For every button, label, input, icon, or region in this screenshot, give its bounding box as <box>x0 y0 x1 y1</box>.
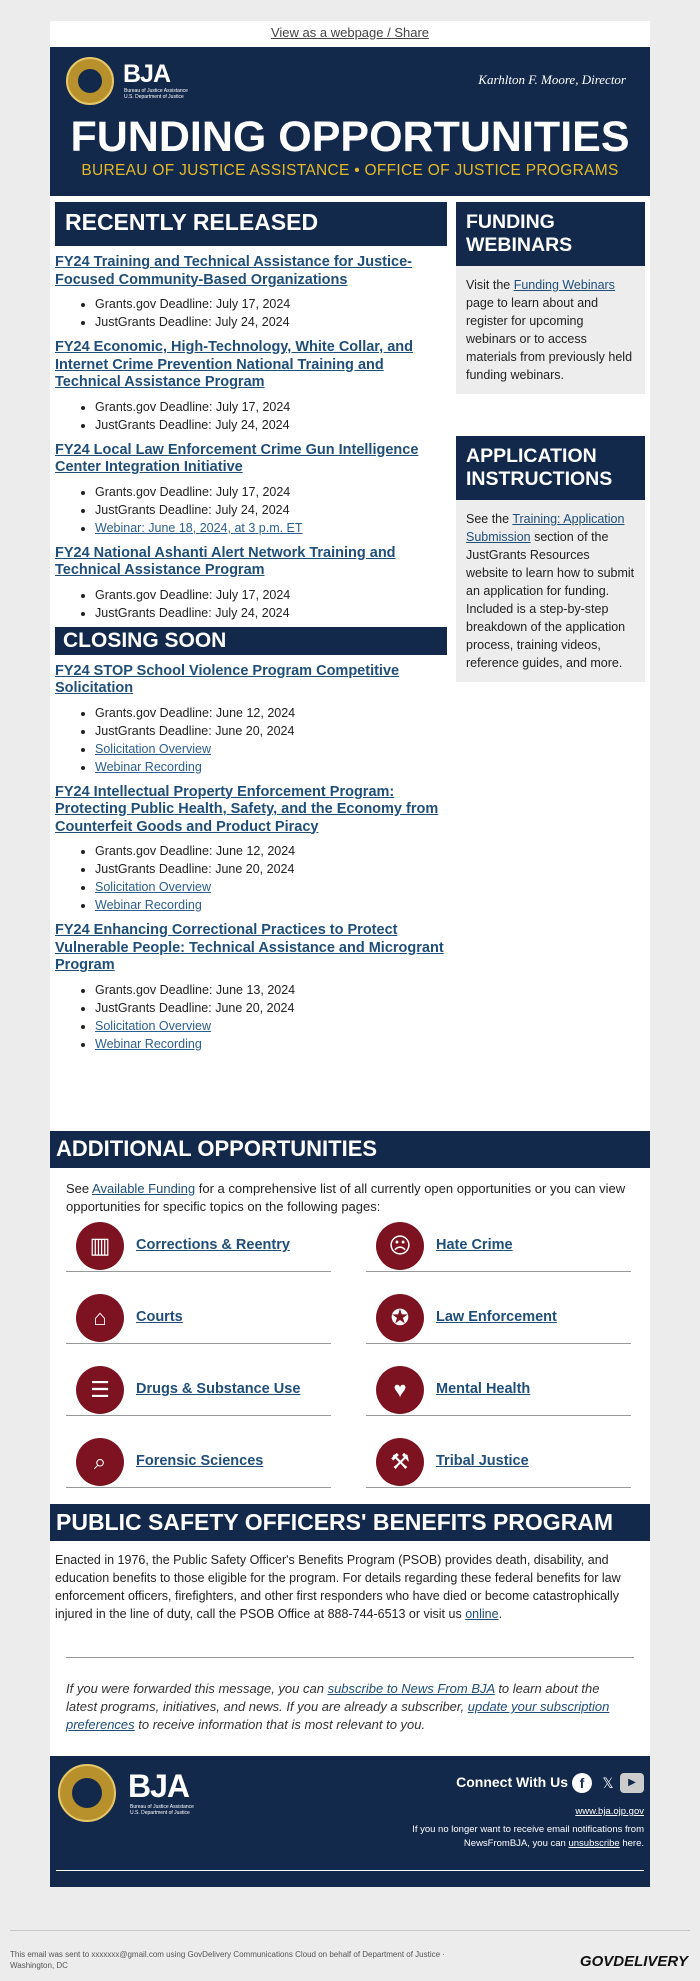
category-link[interactable]: Forensic Sciences <box>136 1453 264 1469</box>
deadline-item: • Grants.gov Deadline: June 12, 2024 <box>95 842 447 860</box>
category-mental-health[interactable] <box>366 1360 631 1416</box>
delivery-notice: This email was sent to xxxxxxx@gmail.com using GovDelivery Communications Cloud on behalf of Department of Justice · Washington, DC <box>10 1950 445 1970</box>
deadline-list <box>95 981 447 1053</box>
webinar-recording-link[interactable]: Webinar Recording <box>95 759 202 774</box>
closing-soon-heading: CLOSING SOON <box>55 627 447 655</box>
solicitation-overview-link[interactable]: Solicitation Overview <box>95 880 212 894</box>
update-preferences-link[interactable]: update your subscription preferences <box>66 1699 610 1732</box>
category-corrections[interactable] <box>66 1216 331 1272</box>
deadline-item: • Grants.gov Deadline: June 13, 2024 <box>95 981 447 999</box>
govdelivery-logo[interactable]: GOVDELIVERY <box>579 1953 688 1970</box>
funding-webinars-link[interactable]: Funding Webinars <box>513 278 615 292</box>
opportunity-item <box>55 442 447 537</box>
doj-seal-icon <box>66 57 114 105</box>
header-banner <box>50 47 650 196</box>
bja-logo: BJA <box>128 1768 190 1804</box>
page-title: FUNDING OPPORTUNITIES <box>70 113 630 161</box>
deadline-item: • Grants.gov Deadline: July 17, 2024 <box>95 586 447 604</box>
sidebar <box>456 202 645 682</box>
link-list-item <box>95 896 447 914</box>
left-column <box>55 202 447 1053</box>
bja-logo-subtitle: Bureau of Justice Assistance U.S. Department of Justice <box>124 88 188 100</box>
application-submission-link[interactable]: Training: Application Submission <box>466 512 625 544</box>
connect-with-us: Connect With Us <box>456 1774 568 1790</box>
subscribe-link[interactable]: subscribe to News From BJA <box>327 1681 495 1696</box>
opportunity-title-link[interactable]: FY24 Training and Technical Assistance for Justice-Focused Community-Based Organizations <box>55 254 412 288</box>
application-instructions-text: See the Training: Application Submission section of the JustGrants Resources website to learn how to submit an application for funding. Included is a step-by-step breakdown of the application process, training videos, reference guides, and more. <box>456 500 645 682</box>
category-link[interactable]: Hate Crime <box>436 1237 513 1253</box>
courthouse-icon: ⌂ <box>76 1294 124 1342</box>
footer <box>50 1756 650 1887</box>
category-link[interactable]: Corrections & Reentry <box>136 1237 290 1253</box>
category-link[interactable]: Tribal Justice <box>436 1453 529 1469</box>
funding-webinars-text: Visit the Funding Webinars page to learn about and register for upcoming webinars or to access materials from previously held funding webinars. <box>456 266 645 394</box>
facebook-icon[interactable]: f <box>572 1773 592 1793</box>
solicitation-overview-link[interactable]: Solicitation Overview <box>95 741 212 756</box>
category-grid <box>50 1216 650 1504</box>
bja-logo-subtitle: Bureau of Justice Assistance U.S. Department of Justice <box>130 1804 194 1816</box>
deadline-item: • JustGrants Deadline: July 24, 2024 <box>95 604 447 622</box>
opportunity-item <box>55 922 447 1053</box>
opportunity-item <box>55 339 447 434</box>
opportunity-item <box>55 254 447 331</box>
additional-intro: See Available Funding for a comprehensive list of all currently open opportunities or you can view opportunities for specific topics on the following pages: <box>66 1181 626 1214</box>
deadline-item: • JustGrants Deadline: July 24, 2024 <box>95 313 447 331</box>
additional-opportunities-heading: ADDITIONAL OPPORTUNITIES <box>50 1131 650 1168</box>
bja-logo: BJA <box>123 60 171 88</box>
director-name: Karhlton F. Moore, Director <box>478 72 626 87</box>
category-link[interactable]: Law Enforcement <box>436 1309 557 1325</box>
email-body <box>50 21 650 1887</box>
deadline-item: • Grants.gov Deadline: July 17, 2024 <box>95 295 447 313</box>
deadline-list <box>95 704 447 776</box>
website-link[interactable]: www.bja.ojp.gov <box>575 1806 644 1817</box>
deadline-list <box>95 586 447 622</box>
footer-divider <box>56 1870 644 1871</box>
deadline-list <box>95 842 447 914</box>
category-link[interactable]: Drugs & Substance Use <box>136 1381 301 1397</box>
deadline-list <box>95 483 447 537</box>
solicitation-overview-link[interactable]: Solicitation Overview <box>95 1018 212 1033</box>
available-funding-link[interactable]: Available Funding <box>92 1181 196 1196</box>
opportunity-item <box>55 663 447 776</box>
deadline-item: • Grants.gov Deadline: July 17, 2024 <box>95 398 447 416</box>
deadline-list <box>95 398 447 434</box>
recently-released-heading: RECENTLY RELEASED <box>55 202 447 246</box>
deadline-item: • Grants.gov Deadline: July 17, 2024 <box>95 483 447 501</box>
head-icon: ☹ <box>376 1222 424 1270</box>
badge-icon: ✪ <box>376 1294 424 1342</box>
deadline-item: • JustGrants Deadline: June 20, 2024 <box>95 999 447 1017</box>
opportunity-title-link[interactable]: FY24 Enhancing Correctional Practices to Protect Vulnerable People: Technical Assistance and Microgrant Program <box>55 922 444 973</box>
application-instructions-heading: APPLICATION INSTRUCTIONS <box>456 436 645 500</box>
deadline-item: • JustGrants Deadline: June 20, 2024 <box>95 722 447 740</box>
forward-notice: If you were forwarded this message, you can subscribe to News From BJA to learn about the latest programs, initiatives, and news. If you are already a subscriber, update your subscription preferences to receive information that is most relevant to you. <box>66 1681 610 1732</box>
x-icon[interactable]: 𝕏 <box>602 1775 614 1791</box>
deadline-item: • JustGrants Deadline: June 20, 2024 <box>95 860 447 878</box>
webinar-link[interactable]: Webinar: June 18, 2024, at 3 p.m. ET <box>95 520 303 535</box>
funding-webinars-heading: FUNDING WEBINARS <box>456 202 645 266</box>
opportunity-item <box>55 545 447 622</box>
page-subtitle: BUREAU OF JUSTICE ASSISTANCE • OFFICE OF JUSTICE PROGRAMS <box>81 162 619 179</box>
youtube-icon[interactable]: ▶ <box>620 1773 644 1793</box>
category-drugs[interactable] <box>66 1360 331 1416</box>
gavel-icon: ⚒ <box>376 1438 424 1486</box>
deadline-item: • JustGrants Deadline: July 24, 2024 <box>95 501 447 519</box>
link-list-item <box>95 1017 447 1035</box>
link-list-item <box>95 758 447 776</box>
top-bar <box>50 21 650 47</box>
unsubscribe-link[interactable]: unsubscribe <box>568 1838 620 1849</box>
link-list-item <box>95 878 447 896</box>
category-tribal[interactable] <box>366 1432 631 1488</box>
category-link[interactable]: Courts <box>136 1309 183 1325</box>
brain-icon: ♥ <box>376 1366 424 1414</box>
category-courts[interactable] <box>66 1288 331 1344</box>
link-list-item <box>95 1035 447 1053</box>
main-columns <box>50 196 650 1131</box>
opportunity-title-link[interactable]: FY24 Local Law Enforcement Crime Gun Intelligence Center Integration Initiative <box>55 441 419 475</box>
unsubscribe-notice: If you no longer want to receive email notifications from NewsFromBJA, you can unsubscribe here. <box>412 1824 644 1849</box>
building-icon: ▥ <box>76 1222 124 1270</box>
deadline-item: • JustGrants Deadline: July 24, 2024 <box>95 416 447 434</box>
category-link[interactable]: Mental Health <box>436 1381 531 1397</box>
category-law-enforcement[interactable] <box>366 1288 631 1344</box>
opportunity-title-link[interactable]: FY24 Economic, High-Technology, White Collar, and Internet Crime Prevention National Training and Technical Assistance Program <box>55 339 413 390</box>
category-forensic[interactable] <box>66 1432 331 1488</box>
clipboard-pill-icon: ☰ <box>76 1366 124 1414</box>
category-hate-crime[interactable] <box>366 1216 631 1272</box>
opportunity-title-link[interactable]: FY24 National Ashanti Alert Network Training and Technical Assistance Program <box>55 544 396 578</box>
deadline-list <box>95 295 447 331</box>
opportunity-title-link[interactable]: FY24 STOP School Violence Program Competitive Solicitation <box>55 662 400 696</box>
webinar-recording-link[interactable]: Webinar Recording <box>95 898 202 912</box>
doj-seal-icon <box>58 1764 116 1822</box>
link-list-item <box>95 740 447 758</box>
magnifier-icon: ⌕ <box>76 1438 124 1486</box>
opportunity-item <box>55 784 447 915</box>
webinar-recording-link[interactable]: Webinar Recording <box>95 1036 202 1051</box>
psob-online-link[interactable]: online <box>465 1607 499 1621</box>
view-webpage-link[interactable]: View as a webpage / Share <box>270 25 430 40</box>
webinar-list-item <box>95 519 447 537</box>
psob-heading: PUBLIC SAFETY OFFICERS' BENEFITS PROGRAM <box>50 1504 650 1541</box>
opportunity-title-link[interactable]: FY24 Intellectual Property Enforcement Program: Protecting Public Health, Safety, and the Economy from Counterfeit Goods and Product Piracy <box>55 783 439 835</box>
bottom-divider <box>10 1930 690 1931</box>
deadline-item: • Grants.gov Deadline: June 12, 2024 <box>95 704 447 722</box>
divider <box>66 1657 634 1658</box>
psob-text: Enacted in 1976, the Public Safety Officer's Benefits Program (PSOB) provides death, disability, and education benefits to those eligible for the program. For details regarding these federal benefits for law enforcement officers, firefighters, and other first responders who have died or become catastrophically injured in the line of duty, call the PSOB Office at 888-744-6513 or visit us online. <box>55 1553 621 1621</box>
